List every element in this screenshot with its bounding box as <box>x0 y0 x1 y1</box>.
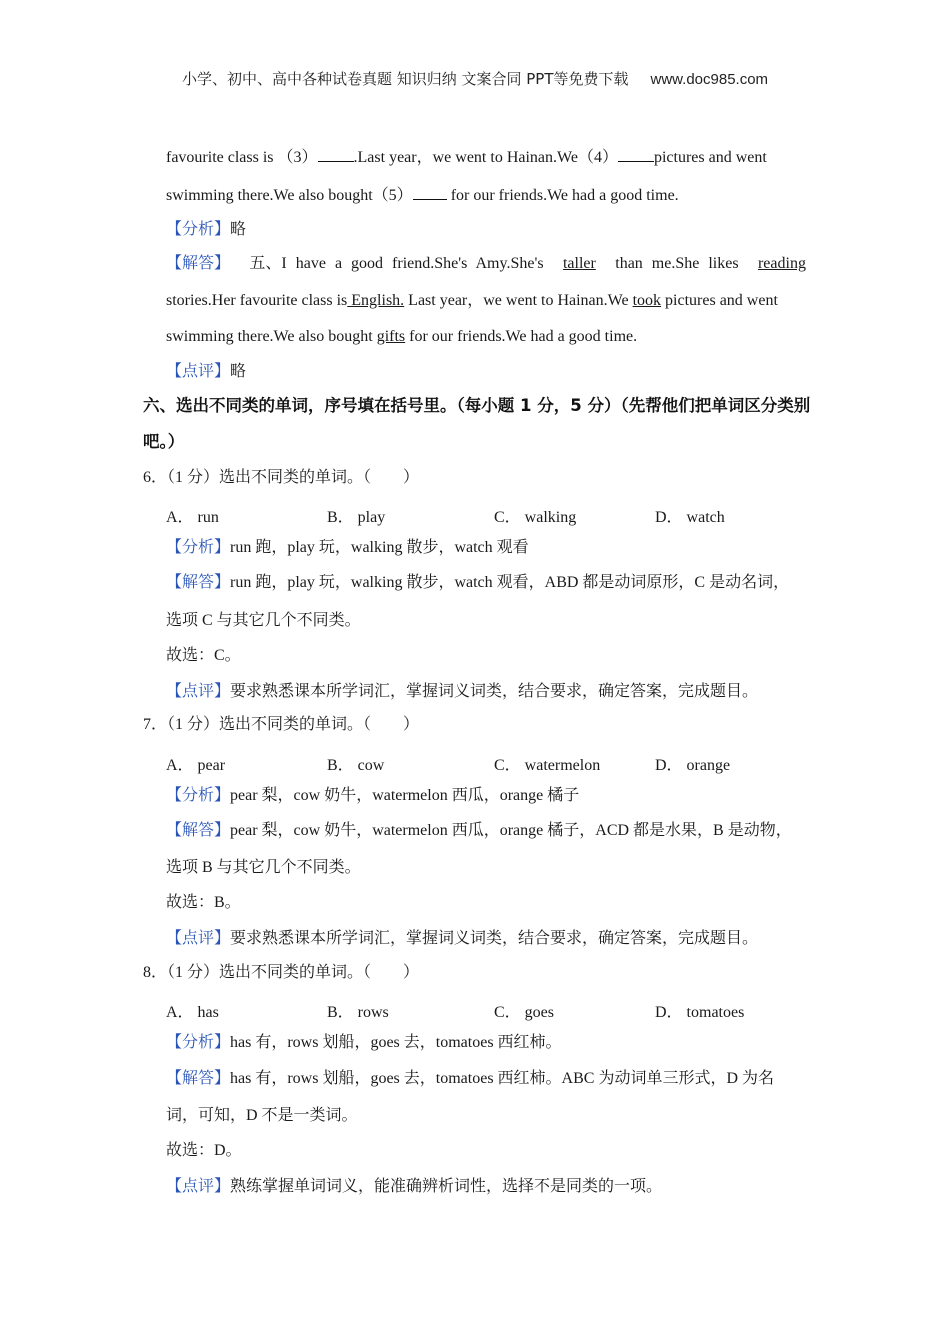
q6-analysis: 【分析】run 跑，play 玩，walking 散步，watch 观看 <box>166 539 529 556</box>
passage-line-1: favourite class is （3） .Last year，we went to Hainan.We（4） pictures and went <box>166 146 767 168</box>
q8-option-d: D． tomatoes <box>655 1004 745 1021</box>
q8-analysis: 【分析】has 有，rows 划船，goes 去，tomatoes 西红柿。 <box>166 1034 562 1051</box>
q6-answer-line-1: 【解答】run 跑，play 玩，walking 散步，watch 观看，ABD 都是动词原形，C 是动名词， <box>166 574 790 591</box>
blank-4 <box>618 146 654 162</box>
comment-tag: 【点评】 <box>166 363 231 380</box>
answer-underlined-english: English. <box>347 292 405 309</box>
q8-answer-line-1: 【解答】has 有，rows 划船，goes 去，tomatoes 西红柿。ABC 为动词单三形式，D 为名 <box>166 1070 775 1087</box>
answer-tag: 【解答】 <box>166 255 231 272</box>
answer-underlined-took: took <box>632 292 662 309</box>
q7-answer-line-1: 【解答】pear 梨，cow 奶牛，watermelon 西瓜，orange 橘子，ACD 都是水果，B 是动物， <box>166 822 792 839</box>
answer-underlined-reading: reading <box>757 255 806 272</box>
q7-option-b: B． cow <box>327 757 385 774</box>
q6-answer-line-2: 选项 C 与其它几个不同类。 <box>166 612 361 629</box>
q8-option-a: A． has <box>166 1004 219 1021</box>
section-6-title: 六、选出不同类的单词，序号填在括号里。（每小题 1 分，5 分）（先帮他们把单词区分类别吧。） <box>143 396 811 451</box>
q6-choice: 故选：C。 <box>166 647 241 664</box>
answer-top-line-1: 【解答】 五、I have a good friend.She's Amy.She's taller than me.She likes reading <box>166 255 806 272</box>
q7-choice: 故选：B。 <box>166 894 241 911</box>
answer-top-line-3: swimming there.We also bought gifts for our friends.We had a good time. <box>166 328 638 345</box>
q7-answer-line-2: 选项 B 与其它几个不同类。 <box>166 859 361 876</box>
q6-option-b: B． play <box>327 509 386 526</box>
q7-comment: 【点评】要求熟悉课本所学词汇，掌握词义词类，结合要求，确定答案，完成题目。 <box>166 930 759 947</box>
q7-option-d: D． orange <box>655 757 731 774</box>
q8-choice: 故选：D。 <box>166 1142 242 1159</box>
comment-top: 【点评】略 <box>166 363 247 380</box>
header-site: www.doc985.com <box>650 71 769 88</box>
header-text: 小学、初中、高中各种试卷真题 知识归纳 文案合同 PPT等免费下载 <box>181 70 629 88</box>
q7-stem: 7．（1 分）选出不同类的单词。（ ） <box>143 716 420 733</box>
analysis-top: 【分析】略 <box>166 221 247 238</box>
answer-top-line-2: stories.Her favourite class is English. Last year，we went to Hainan.We took pictures and went <box>166 292 778 309</box>
q6-option-c: C． walking <box>494 509 577 526</box>
q6-comment: 【点评】要求熟悉课本所学词汇，掌握词义词类，结合要求，确定答案，完成题目。 <box>166 683 759 700</box>
q7-analysis: 【分析】pear 梨，cow 奶牛，watermelon 西瓜，orange 橘子 <box>166 787 580 804</box>
q8-answer-line-2: 词，可知，D 不是一类词。 <box>166 1107 358 1124</box>
q6-option-a: A． run <box>166 509 219 526</box>
q8-stem: 8．（1 分）选出不同类的单词。（ ） <box>143 964 420 981</box>
q8-option-c: C． goes <box>494 1004 555 1021</box>
q7-option-a: A． pear <box>166 757 226 774</box>
page-header <box>0 68 950 89</box>
analysis-tag: 【分析】 <box>166 221 231 238</box>
q8-option-b: B． rows <box>327 1004 389 1021</box>
q6-stem: 6．（1 分）选出不同类的单词。（ ） <box>143 469 420 486</box>
passage-line-2: swimming there.We also bought（5） for our friends.We had a good time. <box>166 184 679 206</box>
blank-3 <box>318 146 354 162</box>
q8-comment: 【点评】熟练掌握单词词义，能准确辨析词性，选择不是同类的一项。 <box>166 1178 663 1195</box>
answer-underlined-taller: taller <box>562 255 596 272</box>
q6-option-d: D． watch <box>655 509 725 526</box>
blank-5 <box>413 184 447 200</box>
answer-underlined-gifts: gifts <box>376 328 406 345</box>
q7-option-c: C． watermelon <box>494 757 601 774</box>
